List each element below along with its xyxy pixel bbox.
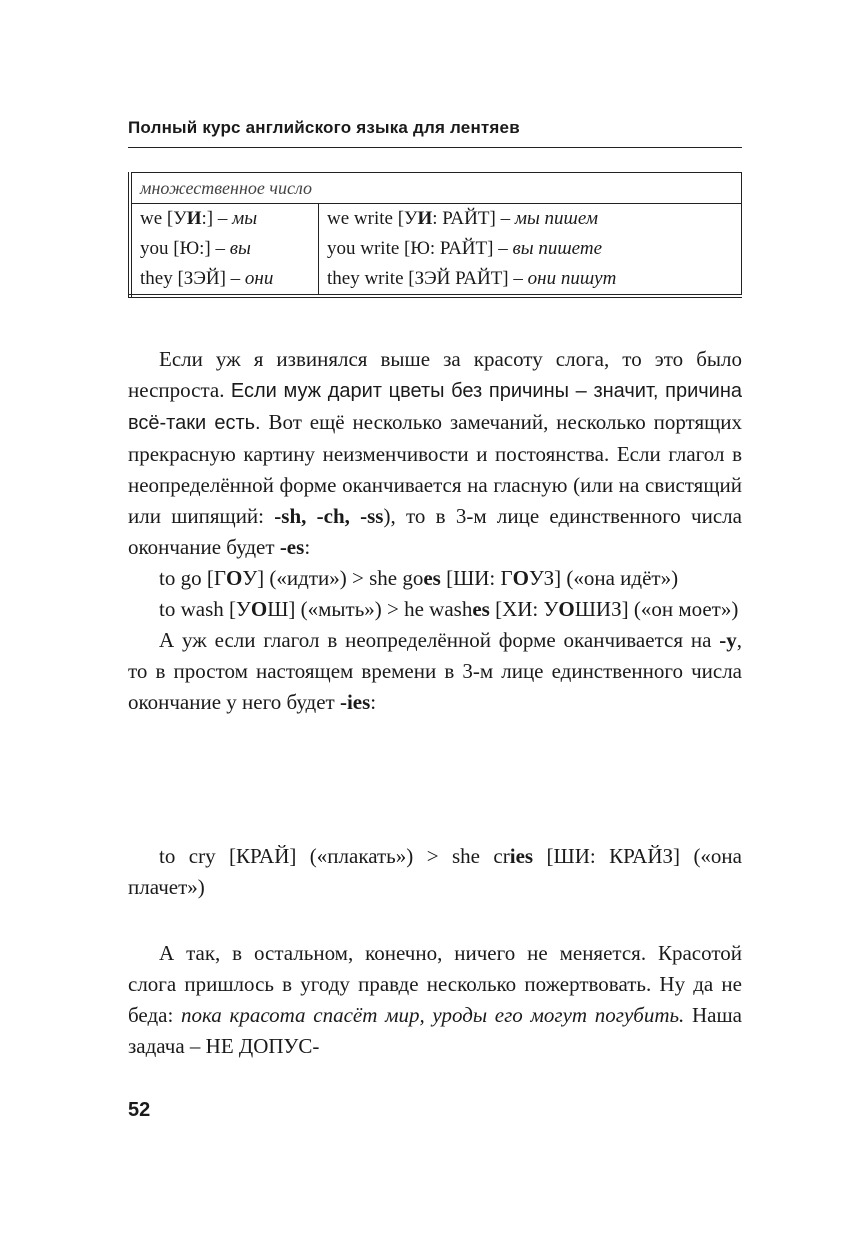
table-heading: множественное число (130, 173, 742, 204)
table-row (130, 234, 742, 264)
plural-conjugation-table (128, 172, 742, 298)
body-section-1 (128, 344, 742, 718)
table-row (130, 264, 742, 296)
table-heading-row (130, 173, 742, 204)
verb-cell: they write [ЗЭЙ РАЙТ] – они пишут (327, 268, 617, 289)
paragraph: Если уж я извинялся выше за красоту слога, то это было неспроста. Если муж дарит цветы без причины – значит, причина всё-таки есть. Вот ещё несколько замечаний, несколько портящих прекрасную картину неизменчивости и постоянства. Если глагол в неопределённой форме оканчивается на гласную (или на свистящий или шипящий: -sh, -ch, -ss), то в 3-м лице единственного числа окончание будет -es: (128, 347, 743, 559)
pronoun-cell: they [ЗЭЙ] – они (130, 264, 319, 296)
running-header: Полный курс английского языка для лентяев (128, 118, 520, 137)
example-wash: to wash [УОШ] («мыть») > he washes [ХИ: УОШИЗ] («он моет») (159, 597, 739, 621)
page-number: 52 (128, 1099, 151, 1121)
pronoun-cell: you [Ю:] – вы (130, 234, 319, 264)
body-section-3 (128, 938, 742, 1062)
header-rule (128, 147, 742, 148)
paragraph: А так, в остальном, конечно, ничего не меняется. Красотой слога пришлось в угоду правде несколько пожертвовать. Ну да не беда: пока красота спасёт мир, уроды его могут погубить. Наша задача – НЕ ДОПУС- (128, 941, 742, 1058)
pronoun-cell: we [УИ:] – мы (130, 204, 319, 235)
example-go: to go [ГОУ] («идти») > she goes [ШИ: ГОУЗ] («она идёт») (159, 566, 679, 590)
verb-cell: we write [УИ: РАЙТ] – мы пишем (327, 208, 598, 229)
verb-cell: you write [Ю: РАЙТ] – вы пишете (327, 238, 602, 259)
paragraph: А уж если глагол в неопределённой форме оканчивается на -y, то в простом настоящем времени в 3-м лице единственного числа окончание у него будет -ies: (128, 628, 743, 714)
example-cry: to cry [КРАЙ] («плакать») > she cries [ШИ: КРАЙЗ] («она плачет») (128, 844, 742, 899)
table-row (130, 204, 742, 235)
body-section-2 (128, 841, 742, 903)
